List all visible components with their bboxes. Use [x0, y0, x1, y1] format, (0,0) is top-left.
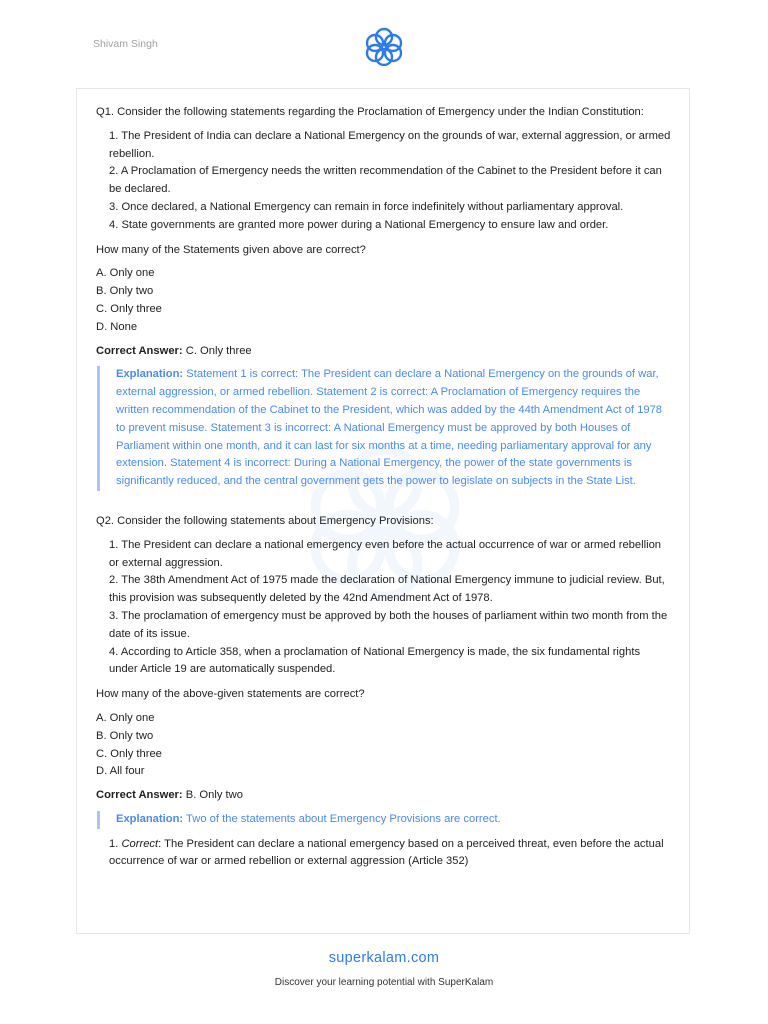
option: A. Only one: [96, 711, 155, 724]
footer-tagline: Discover your learning potential with SuperKalam: [274, 977, 494, 988]
answer-value: C. Only three: [185, 344, 252, 357]
question-1-statements: [96, 128, 671, 235]
statement: 3. Once declared, a National Emergency can remain in force indefinitely without parliamentary approval.: [109, 200, 624, 213]
option: C. Only three: [96, 747, 162, 760]
question-2-answer: [96, 787, 671, 805]
statement: 1. The President can declare a national emergency even before the actual occurrence of war or armed rebellion or external aggression.: [109, 538, 662, 569]
statement: 4. According to Article 358, when a proclamation of National Emergency is made, the six fundamental rights under Article 19 are automatically suspended.: [109, 645, 641, 676]
option: B. Only two: [96, 729, 154, 742]
detail-text: : The President can declare a national emergency based on a perceived threat, even before the actual occurrence of war or armed rebellion or external aggression (Article 352): [109, 837, 664, 868]
option: D. All four: [96, 765, 145, 778]
question-2-statements: [96, 537, 671, 679]
flower-of-life-logo-icon: [362, 26, 406, 66]
statement: 2. The 38th Amendment Act of 1975 made the declaration of National Emergency immune to judicial review. But, this provision was subsequently deleted by the 42nd Amendment Act of 1978.: [109, 574, 665, 605]
question-1-prompt: How many of the Statements given above are correct?: [96, 243, 366, 256]
option: C. Only three: [96, 302, 162, 315]
question-2-explanation: [97, 811, 671, 829]
explanation-label: Explanation:: [116, 812, 184, 825]
option: A. Only one: [96, 267, 155, 280]
detail-label: Correct: [121, 837, 159, 850]
statement: 1. The President of India can declare a National Emergency on the grounds of war, external aggression, or armed rebellion.: [109, 129, 671, 160]
question-1-answer: [96, 343, 671, 361]
explanation-detail: [96, 836, 671, 872]
question-2: [96, 513, 671, 871]
answer-value: B. Only two: [185, 789, 243, 802]
question-2-text: Q2. Consider the following statements about Emergency Provisions:: [96, 514, 434, 527]
question-2-options: [96, 710, 671, 781]
answer-label: Correct Answer:: [96, 344, 183, 357]
detail-number: 1.: [109, 837, 119, 850]
statement: 4. State governments are granted more power during a National Emergency to ensure law and order.: [109, 218, 609, 231]
option: B. Only two: [96, 285, 154, 298]
explanation-text: Two of the statements about Emergency Provisions are correct.: [186, 812, 501, 825]
question-1-explanation: [97, 366, 671, 491]
author-name: Shivam Singh: [93, 38, 158, 50]
statement: 2. A Proclamation of Emergency needs the written recommendation of the Cabinet to the President before it can be declared.: [109, 165, 662, 196]
footer-site-link[interactable]: superkalam.com: [328, 950, 440, 966]
statement: 3. The proclamation of emergency must be approved by both the houses of parliament within two month from the date of its issue.: [109, 609, 668, 640]
question-card: [76, 88, 690, 934]
explanation-label: Explanation:: [116, 368, 184, 381]
question-1-options: [96, 265, 671, 336]
answer-label: Correct Answer:: [96, 789, 183, 802]
question-2-prompt: How many of the above-given statements are correct?: [96, 688, 365, 701]
question-1-text: Q1. Consider the following statements regarding the Proclamation of Emergency under the Indian Constitution:: [96, 106, 644, 118]
option: D. None: [96, 320, 138, 333]
question-1: [96, 104, 671, 491]
explanation-text: Statement 1 is correct: The President can declare a National Emergency on the grounds of war, external aggression, or armed rebellion. Statement 2 is correct: A Proclamation of Emergency requires the written recommendation of the Cabinet to the President, which was added by the 44th Amendment Act of 1978 to prevent misuse. Statement 3 is incorrect: A National Emergency must be approved by both Houses of Parliament within one month, and it can last for six months at a time, needing parliamentary approval for any extension. Statement 4 is incorrect: During a National Emergency, the power of the state governments is significantly reduced, and the central government gets the power to legislate on subjects in the State List.: [116, 368, 663, 488]
